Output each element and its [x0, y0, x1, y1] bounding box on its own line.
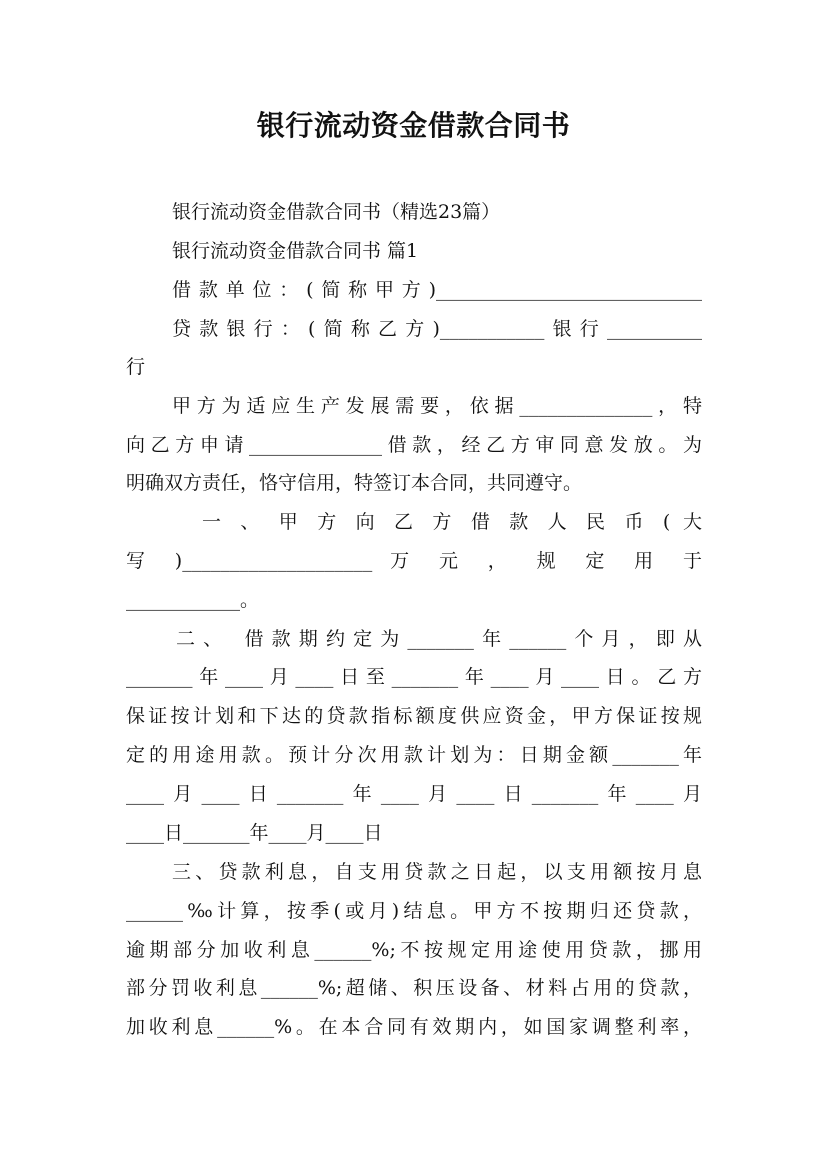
- section-heading: 银行流动资金借款合同书 篇1: [172, 240, 419, 262]
- clause-two-line: ____日_______年____月____日: [126, 822, 383, 844]
- clause-three-line: 加收利息______%。在本合同有效期内，如国家调整利率，: [126, 1016, 702, 1038]
- clause-two-line: 保证按计划和下达的贷款指标额度供应资金，甲方保证按规: [126, 705, 702, 727]
- clause-two-line: ____月____日_______年____月____日_______年____月: [126, 783, 702, 805]
- clause-two-line: _______年____月____日至_______年____月____日。乙方: [126, 666, 702, 688]
- document-title: 银行流动资金借款合同书: [256, 109, 571, 142]
- clause-two-line: 定的用途用款。预计分次用款计划为：日期金额_______年: [126, 744, 702, 766]
- bank-line-continued: 行: [126, 356, 146, 378]
- clause-one-line: ____________。: [126, 589, 260, 611]
- clause-three-line: 逾期部分加收利息______%;不按规定用途使用贷款，挪用: [126, 939, 702, 961]
- paragraph-line: 甲方为适应生产发展需要，依据______________，特: [172, 395, 702, 417]
- clause-three-line: ______‰计算，按季(或月)结息。甲方不按期归还贷款，: [126, 900, 702, 922]
- clause-one-line: 一 、 甲 方 向 乙 方 借 款 人 民 币 ( 大: [202, 511, 702, 533]
- clause-one-line: 写 )____________________ 万 元 ， 规 定 用 于: [126, 550, 702, 572]
- paragraph-line: 明确双方责任，恪守信用，特签订本合同，共同遵守。: [126, 472, 583, 494]
- paragraph-line: 向乙方申请______________借款，经乙方审同意发放。为: [126, 434, 702, 456]
- clause-three-line: 部分罚收利息______%;超储、积压设备、材料占用的贷款，: [126, 977, 702, 999]
- borrower-line: 借款单位：(简称甲方)____________________________: [172, 279, 702, 301]
- bank-line: 贷款银行：(简称乙方)___________银行__________: [172, 318, 702, 340]
- clause-three-line: 三、贷款利息，自支用贷款之日起，以支用额按月息: [172, 861, 702, 883]
- clause-two-line: 二、 借款期约定为_______年______个月，即从: [176, 628, 702, 650]
- subtitle-line: 银行流动资金借款合同书（精选23篇）: [172, 201, 501, 223]
